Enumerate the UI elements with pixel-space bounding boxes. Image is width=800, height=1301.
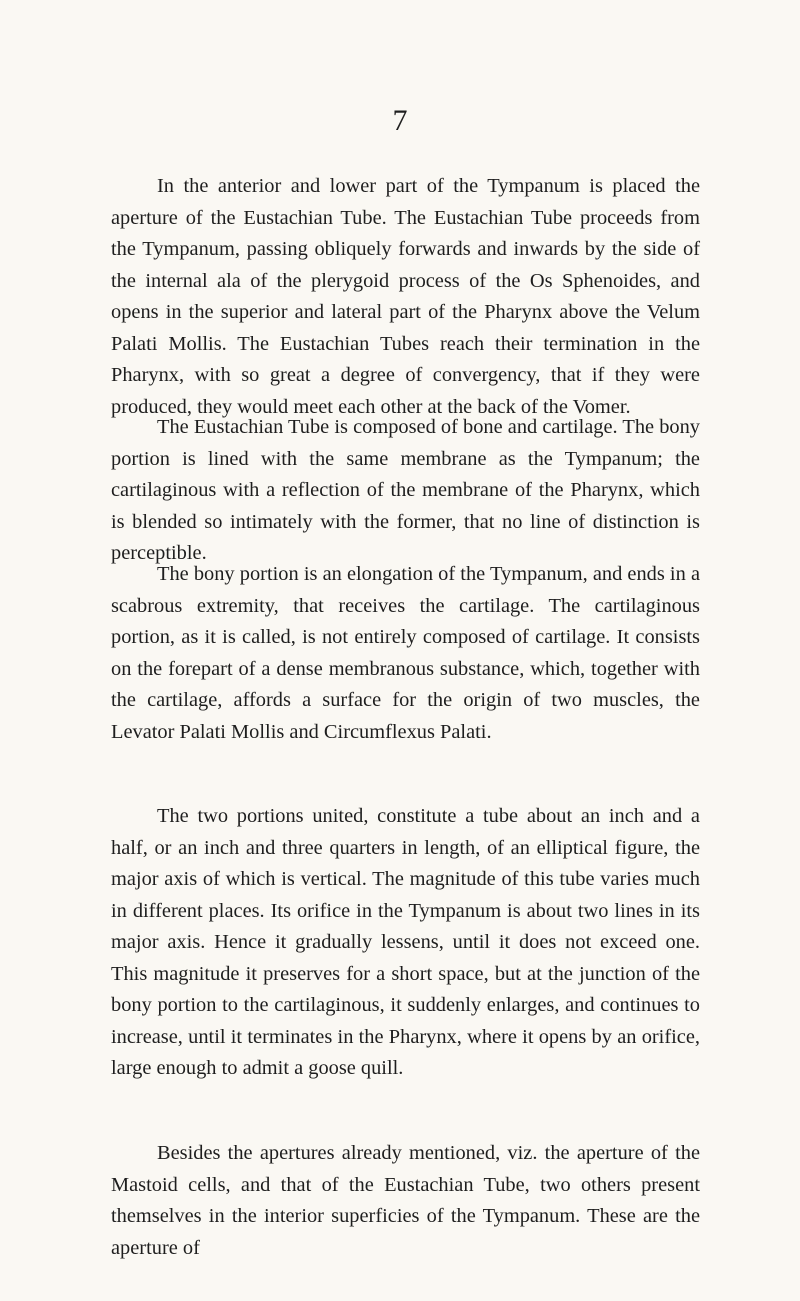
- page-number: 7: [392, 104, 408, 137]
- paragraph-text: The Eustachian Tube is composed of bone and cartilage. The bony portion is lined with the same membrane as the Tympanum; the cartilaginous with a reflection of the membrane of the Pharynx, which is blended so intimately with the former, that no line of distinction is perceptible.: [111, 416, 700, 564]
- paragraph-tube-composition: [111, 412, 700, 570]
- paragraph-text: The two portions united, constitute a tube about an inch and a half, or an inch and three quarters in length, of an elliptical figure, the major axis of which is vertical. The magnitude of this tube varies much in different places. Its orifice in the Tympanum is about two lines in its major axis. Hence it gradually lessens, until it does not exceed one. This magnitude it preserves for a short space, but at the junction of the bony portion to the cartilaginous, it suddenly enlarges, and continues to increase, until it terminates in the Pharynx, where it opens by an orifice, large enough to admit a goose quill.: [111, 805, 700, 1079]
- paragraph-eustachian-aperture: [111, 171, 700, 423]
- paragraph-text: Besides the apertures already mentioned, viz. the aperture of the Mastoid cells, and that of the Eustachian Tube, two others present themselves in the interior superficies of the Tympanum. These are the aperture of: [111, 1142, 700, 1259]
- paragraph-other-apertures: [111, 1138, 700, 1264]
- paragraph-text: The bony portion is an elongation of the Tympanum, and ends in a scabrous extremity, that receives the cartilage. The cartilaginous portion, as it is called, is not entirely composed of cartilage. It consists on the forepart of a dense membranous substance, which, together with the cartilage, affords a surface for the origin of two muscles, the Levator Palati Mollis and Circumflexus Palati.: [111, 563, 700, 743]
- paragraph-bony-portion: [111, 559, 700, 748]
- paragraph-text: In the anterior and lower part of the Tympanum is placed the aperture of the Eustachian Tube. The Eustachian Tube proceeds from the Tympanum, passing obliquely forwards and inwards by the side of the internal ala of the plerygoid process of the Os Sphenoides, and opens in the superior and lateral part of the Pharynx above the Velum Palati Mollis. The Eustachian Tubes reach their termination in the Pharynx, with so great a degree of convergency, that if they were produced, they would meet each other at the back of the Vomer.: [111, 175, 700, 418]
- paragraph-tube-dimensions: [111, 801, 700, 1085]
